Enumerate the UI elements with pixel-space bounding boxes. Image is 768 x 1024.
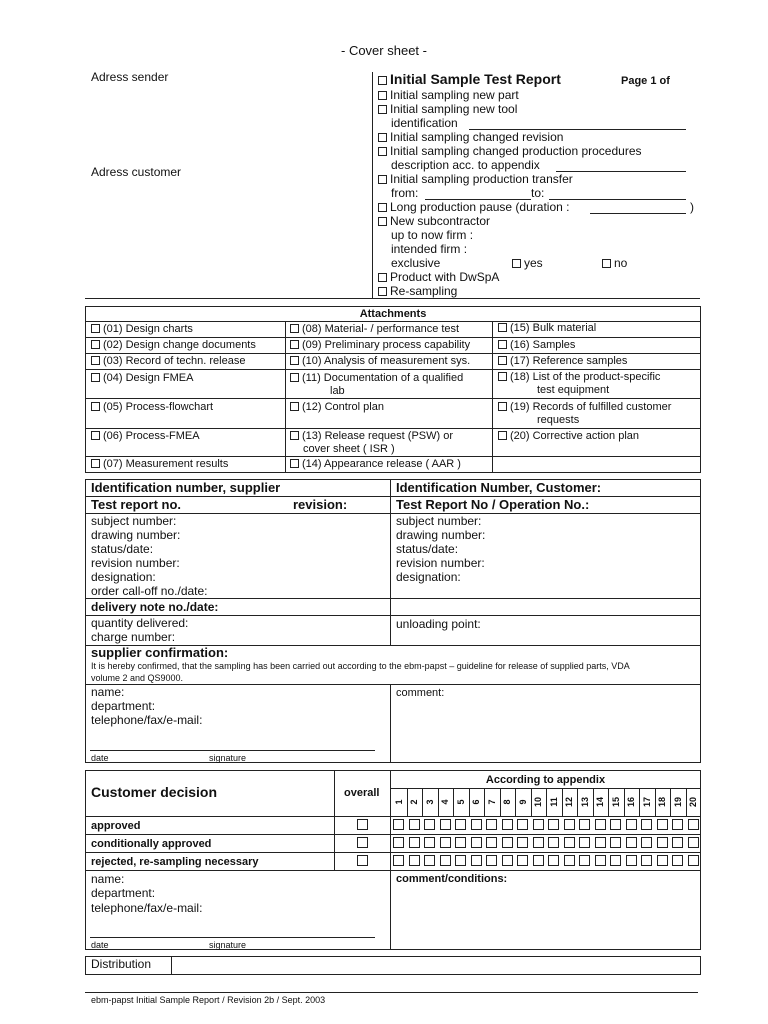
attachment-18[interactable] — [498, 370, 660, 384]
appendix-16-row-1-checkbox[interactable] — [626, 819, 637, 830]
checkbox[interactable] — [91, 324, 100, 333]
appendix-10-row-3-checkbox[interactable] — [533, 855, 544, 866]
checkbox[interactable] — [290, 324, 299, 333]
header-divider — [372, 72, 373, 298]
checkbox[interactable] — [91, 356, 100, 365]
checkbox[interactable] — [378, 175, 387, 184]
col-line — [500, 788, 501, 816]
attachment-14[interactable] — [290, 457, 461, 471]
test-report-op-label: Test Report No / Operation No.: — [396, 497, 590, 512]
description-line[interactable] — [556, 171, 686, 172]
customer-name-label[interactable]: name: — [91, 872, 125, 886]
row-line — [85, 513, 701, 514]
appendix-1-row-3-checkbox[interactable] — [393, 855, 404, 866]
appendix-18-row-2-checkbox[interactable] — [657, 837, 668, 848]
appendix-8-row-3-checkbox[interactable] — [502, 855, 513, 866]
appendix-20-row-2-checkbox[interactable] — [688, 837, 699, 848]
appendix-3-row-1-checkbox[interactable] — [424, 819, 435, 830]
appendix-4-row-1-checkbox[interactable] — [440, 819, 451, 830]
overall-label: overall — [344, 787, 380, 799]
checkbox[interactable] — [290, 356, 299, 365]
intended-label: intended firm : — [391, 242, 468, 256]
attachment-label: (04) Design FMEA — [103, 372, 194, 384]
row-line — [85, 598, 701, 599]
supplier-id-title: Identification number, supplier — [91, 480, 281, 495]
attachment-01[interactable] — [91, 322, 193, 336]
appendix-14-row-2-checkbox[interactable] — [595, 837, 606, 848]
attachment-label: (03) Record of techn. release — [103, 355, 246, 367]
appendix-13-row-1-checkbox[interactable] — [579, 819, 590, 830]
option-changed-procedures[interactable] — [378, 144, 642, 158]
row-line — [85, 834, 701, 835]
distribution-label: Distribution — [91, 957, 152, 971]
row-line — [85, 816, 701, 817]
appendix-5-row-3-checkbox[interactable] — [455, 855, 466, 866]
appendix-19-row-3-checkbox[interactable] — [672, 855, 683, 866]
customer-contact-label[interactable]: telephone/fax/e-mail: — [91, 901, 203, 915]
option-new-tool[interactable] — [378, 102, 517, 116]
report-title-text: Initial Sample Test Report — [390, 71, 561, 87]
to-line[interactable] — [549, 199, 686, 200]
col-line — [655, 788, 656, 816]
row-line — [85, 684, 701, 685]
attachment-label: (08) Material- / performance test — [302, 323, 460, 335]
option-subcontractor[interactable] — [378, 214, 490, 228]
checkbox[interactable] — [512, 259, 521, 268]
supplier-name-label[interactable]: name: — [91, 685, 125, 699]
attachment-label: (06) Process-FMEA — [103, 430, 200, 442]
col-line — [515, 788, 516, 816]
checkbox[interactable] — [91, 459, 100, 468]
appendix-6-row-3-checkbox[interactable] — [471, 855, 482, 866]
attachment-13-cont: cover sheet ( ISR ) — [303, 443, 395, 455]
to-label: to: — [531, 186, 545, 200]
col-line — [593, 788, 594, 816]
test-report-no-label: Test report no. — [91, 497, 182, 512]
option-resampling[interactable] — [378, 284, 457, 298]
attachment-label: (15) Bulk material — [510, 322, 597, 334]
customer-id-title: Identification Number, Customer: — [396, 480, 602, 495]
col-line — [390, 770, 391, 950]
exclusive-label: exclusive — [391, 256, 441, 270]
description-label: description acc. to appendix — [391, 158, 540, 172]
appendix-10-row-2-checkbox[interactable] — [533, 837, 544, 848]
attachment-15[interactable] — [498, 321, 596, 335]
checkbox[interactable] — [290, 402, 299, 411]
attachment-label: (12) Control plan — [302, 401, 384, 413]
option-label: Initial sampling production transfer — [390, 172, 573, 186]
pause-close: ) — [690, 200, 694, 214]
appendix-13-row-3-checkbox[interactable] — [579, 855, 590, 866]
checkbox[interactable] — [290, 373, 299, 382]
report-title[interactable] — [378, 72, 561, 86]
attachment-label: (05) Process-flowchart — [103, 401, 214, 413]
appendix-number-18: 18 — [657, 797, 667, 808]
appendix-number-4: 4 — [440, 799, 450, 805]
attachment-19[interactable] — [498, 400, 671, 414]
appendix-number-12: 12 — [564, 797, 574, 808]
appendix-4-row-2-checkbox[interactable] — [440, 837, 451, 848]
attachment-label: (10) Analysis of measurement sys. — [302, 355, 471, 367]
appendix-16-row-3-checkbox[interactable] — [626, 855, 637, 866]
attachment-label: (01) Design charts — [103, 323, 193, 335]
checkbox[interactable] — [378, 147, 387, 156]
appendix-6-row-1-checkbox[interactable] — [471, 819, 482, 830]
checkbox[interactable] — [378, 287, 387, 296]
attachment-label: (17) Reference samples — [510, 355, 628, 367]
attachment-13[interactable] — [290, 429, 453, 443]
appendix-8-row-1-checkbox[interactable] — [502, 819, 513, 830]
overall-approved-checkbox[interactable] — [357, 819, 368, 830]
attachment-05[interactable] — [91, 400, 213, 414]
customer-decision-title: Customer decision — [91, 784, 218, 800]
col-line — [639, 788, 640, 816]
checkbox[interactable] — [91, 373, 100, 382]
col-line — [285, 321, 286, 473]
checkbox[interactable] — [498, 431, 507, 440]
field-customer-revision-number[interactable]: revision number: — [396, 556, 485, 570]
col-line — [686, 788, 687, 816]
appendix-7-row-1-checkbox[interactable] — [486, 819, 497, 830]
appendix-9-row-2-checkbox[interactable] — [517, 837, 528, 848]
appendix-2-row-2-checkbox[interactable] — [409, 837, 420, 848]
checkbox[interactable] — [378, 273, 387, 282]
appendix-15-row-1-checkbox[interactable] — [610, 819, 621, 830]
option-label: Initial sampling new tool — [390, 102, 518, 116]
attachment-16[interactable] — [498, 338, 575, 352]
attachment-label: (16) Samples — [510, 339, 576, 351]
supplier-confirmation-title: supplier confirmation: — [91, 645, 229, 660]
appendix-18-row-3-checkbox[interactable] — [657, 855, 668, 866]
option-label: yes — [524, 256, 543, 270]
attachment-03[interactable] — [91, 354, 245, 368]
decision-conditionally-approved: conditionally approved — [91, 838, 212, 850]
option-label: Product with DwSpA — [390, 270, 500, 284]
quantity-delivered-label[interactable]: quantity delivered: — [91, 616, 189, 630]
appendix-number-7: 7 — [486, 799, 497, 805]
appendix-number-9: 9 — [517, 799, 528, 805]
option-label: Long production pause (duration : — [390, 200, 570, 214]
exclusive-yes[interactable] — [512, 256, 543, 270]
checkbox[interactable] — [378, 91, 387, 100]
col-line — [577, 788, 578, 816]
col-line — [390, 479, 391, 763]
col-line — [407, 788, 408, 816]
identification-label: identification — [391, 116, 458, 130]
appendix-18-row-1-checkbox[interactable] — [657, 819, 668, 830]
row-line — [85, 852, 701, 853]
attachment-label: (02) Design change documents — [103, 339, 256, 351]
option-label: Initial sampling new part — [390, 88, 519, 102]
option-label: Re-sampling — [390, 284, 458, 298]
attachment-07[interactable] — [91, 457, 228, 471]
appendix-number-14: 14 — [595, 797, 605, 808]
option-transfer[interactable] — [378, 172, 573, 186]
option-new-part[interactable] — [378, 88, 519, 102]
checkbox[interactable] — [91, 431, 100, 440]
appendix-19-row-1-checkbox[interactable] — [672, 819, 683, 830]
option-dwspa[interactable] — [378, 270, 499, 284]
supplier-contact-label[interactable]: telephone/fax/e-mail: — [91, 713, 203, 727]
col-line — [484, 788, 485, 816]
appendix-19-row-2-checkbox[interactable] — [672, 837, 683, 848]
field-order-call-off[interactable]: order call-off no./date: — [91, 584, 208, 598]
checkbox[interactable] — [378, 133, 387, 142]
attachment-label: (09) Preliminary process capability — [302, 339, 471, 351]
attachment-10[interactable] — [290, 354, 470, 368]
row-line — [85, 870, 701, 871]
distribution-field[interactable] — [172, 957, 700, 974]
col-line — [453, 788, 454, 816]
appendix-13-row-2-checkbox[interactable] — [579, 837, 590, 848]
checkbox[interactable] — [91, 340, 100, 349]
customer-signature-label: signature — [209, 940, 247, 950]
appendix-3-row-2-checkbox[interactable] — [424, 837, 435, 848]
option-changed-revision[interactable] — [378, 130, 563, 144]
checkbox[interactable] — [290, 431, 299, 440]
option-label: New subcontractor — [390, 214, 491, 228]
attachment-label: (11) Documentation of a qualified — [302, 372, 464, 384]
attachment-label: (19) Records of fulfilled customer — [510, 401, 672, 413]
appendix-9-row-1-checkbox[interactable] — [517, 819, 528, 830]
attachment-label: (18) List of the product-specific — [510, 371, 661, 383]
attachment-18-cont: test equipment — [537, 384, 610, 396]
attachment-label: (20) Corrective action plan — [510, 430, 640, 442]
appendix-10-row-1-checkbox[interactable] — [533, 819, 544, 830]
appendix-11-row-3-checkbox[interactable] — [548, 855, 559, 866]
col-line — [334, 770, 335, 870]
attachment-09[interactable] — [290, 338, 470, 352]
appendix-20-row-3-checkbox[interactable] — [688, 855, 699, 866]
appendix-5-row-2-checkbox[interactable] — [455, 837, 466, 848]
appendix-number-20: 20 — [688, 797, 698, 808]
row-line — [85, 398, 701, 399]
col-line — [624, 788, 625, 816]
appendix-1-row-1-checkbox[interactable] — [393, 819, 404, 830]
appendix-17-row-3-checkbox[interactable] — [641, 855, 652, 866]
unloading-point-label[interactable]: unloading point: — [396, 617, 481, 631]
appendix-20-row-1-checkbox[interactable] — [688, 819, 699, 830]
field-customer-drawing-number[interactable]: drawing number: — [396, 528, 486, 542]
checkbox[interactable] — [498, 356, 507, 365]
from-label: from: — [391, 186, 419, 200]
page-number: Page 1 of — [621, 75, 670, 87]
appendix-8-row-2-checkbox[interactable] — [502, 837, 513, 848]
checkbox[interactable] — [378, 203, 387, 212]
appendix-number-17: 17 — [641, 797, 652, 808]
field-status-date[interactable]: status/date: — [91, 542, 154, 556]
appendix-number-1: 1 — [393, 799, 404, 805]
attachment-label: (14) Appearance release ( AAR ) — [302, 458, 461, 470]
supplier-signature-label: signature — [209, 753, 247, 763]
field-customer-designation[interactable]: designation: — [396, 570, 461, 584]
appendix-15-row-3-checkbox[interactable] — [610, 855, 621, 866]
col-line — [608, 788, 609, 816]
col-line — [492, 321, 493, 473]
appendix-number-6: 6 — [471, 799, 481, 805]
delivery-note-label[interactable]: delivery note no./date: — [91, 600, 219, 614]
option-label: no — [614, 256, 628, 270]
attachment-02[interactable] — [91, 338, 256, 352]
col-line — [469, 788, 470, 816]
attachment-label: (13) Release request (PSW) or — [302, 430, 453, 442]
attachment-19-cont: requests — [537, 414, 580, 426]
revision-label: revision: — [293, 497, 348, 512]
overall-rejected-checkbox[interactable] — [357, 855, 368, 866]
appendix-15-row-2-checkbox[interactable] — [610, 837, 621, 848]
appendix-number-2: 2 — [409, 799, 419, 805]
field-subject-number[interactable]: subject number: — [91, 514, 177, 528]
field-revision-number[interactable]: revision number: — [91, 556, 180, 570]
col-line — [438, 788, 439, 816]
appendix-14-row-3-checkbox[interactable] — [595, 855, 606, 866]
appendix-number-11: 11 — [548, 797, 559, 807]
supplier-date-label: date — [91, 753, 109, 763]
appendix-5-row-1-checkbox[interactable] — [455, 819, 466, 830]
supplier-department-label[interactable]: department: — [91, 699, 156, 713]
attachment-11-cont: lab — [330, 385, 345, 397]
address-sender-label: Adress sender — [91, 70, 169, 84]
customer-date-label: date — [91, 940, 109, 950]
supplier-confirmation-text-2: volume 2 and QS9000. — [91, 673, 184, 683]
appendix-number-5: 5 — [455, 799, 466, 805]
appendix-7-row-2-checkbox[interactable] — [486, 837, 497, 848]
according-appendix-label: According to appendix — [485, 774, 606, 786]
attachment-04[interactable] — [91, 371, 193, 385]
checkbox[interactable] — [498, 323, 507, 332]
field-customer-status-date[interactable]: status/date: — [396, 542, 459, 556]
attachments-title: Attachments — [359, 308, 427, 320]
overall-conditional-checkbox[interactable] — [357, 837, 368, 848]
decision-approved: approved — [91, 820, 141, 832]
supplier-comment-label[interactable]: comment: — [396, 687, 445, 699]
checkbox[interactable] — [91, 402, 100, 411]
attachment-12[interactable] — [290, 400, 384, 414]
checkbox[interactable] — [498, 340, 507, 349]
checkbox[interactable] — [290, 459, 299, 468]
checkbox[interactable] — [498, 372, 507, 381]
appendix-4-row-3-checkbox[interactable] — [440, 855, 451, 866]
attachment-17[interactable] — [498, 354, 627, 368]
appendix-9-row-3-checkbox[interactable] — [517, 855, 528, 866]
option-label: Initial sampling changed production procedures — [390, 144, 642, 158]
appendix-2-row-3-checkbox[interactable] — [409, 855, 420, 866]
appendix-number-19: 19 — [672, 797, 683, 808]
appendix-11-row-2-checkbox[interactable] — [548, 837, 559, 848]
appendix-12-row-1-checkbox[interactable] — [564, 819, 575, 830]
appendix-17-row-1-checkbox[interactable] — [641, 819, 652, 830]
separator — [85, 298, 700, 299]
customer-department-label[interactable]: department: — [91, 886, 156, 900]
col-line — [531, 788, 532, 816]
checkbox[interactable] — [378, 105, 387, 114]
field-drawing-number[interactable]: drawing number: — [91, 528, 181, 542]
attachment-label: (07) Measurement results — [103, 458, 229, 470]
col-line — [562, 788, 563, 816]
appendix-7-row-3-checkbox[interactable] — [486, 855, 497, 866]
pause-line[interactable] — [590, 213, 686, 214]
option-label: Initial sampling changed revision — [390, 130, 564, 144]
appendix-number-8: 8 — [502, 799, 512, 805]
appendix-12-row-2-checkbox[interactable] — [564, 837, 575, 848]
checkbox[interactable] — [378, 217, 387, 226]
appendix-number-16: 16 — [626, 797, 636, 808]
footer-text: ebm-papst Initial Sample Report / Revision 2b / Sept. 2003 — [91, 995, 326, 1005]
appendix-1-row-2-checkbox[interactable] — [393, 837, 404, 848]
checkbox[interactable] — [498, 402, 507, 411]
appendix-11-row-1-checkbox[interactable] — [548, 819, 559, 830]
appendix-number-3: 3 — [424, 799, 435, 805]
attachment-11[interactable] — [290, 371, 463, 385]
attachment-08[interactable] — [290, 322, 459, 336]
field-designation[interactable]: designation: — [91, 570, 156, 584]
attachment-06[interactable] — [91, 429, 200, 443]
decision-rejected: rejected, re-sampling necessary — [91, 856, 259, 868]
option-pause[interactable] — [378, 200, 569, 214]
page-title: - Cover sheet - — [341, 43, 427, 58]
charge-number-label[interactable]: charge number: — [91, 630, 176, 644]
checkbox[interactable] — [602, 259, 611, 268]
checkbox[interactable] — [290, 340, 299, 349]
address-customer-label: Adress customer — [91, 165, 182, 179]
attachment-20[interactable] — [498, 429, 639, 443]
appendix-number-10: 10 — [533, 797, 543, 808]
col-line — [546, 788, 547, 816]
appendix-14-row-1-checkbox[interactable] — [595, 819, 606, 830]
appendix-6-row-2-checkbox[interactable] — [471, 837, 482, 848]
field-customer-subject-number[interactable]: subject number: — [396, 514, 482, 528]
appendix-16-row-2-checkbox[interactable] — [626, 837, 637, 848]
up-to-now-label: up to now firm : — [391, 228, 474, 242]
col-line — [422, 788, 423, 816]
appendix-12-row-3-checkbox[interactable] — [564, 855, 575, 866]
comment-conditions-label[interactable]: comment/conditions: — [396, 873, 508, 885]
appendix-2-row-1-checkbox[interactable] — [409, 819, 420, 830]
appendix-17-row-2-checkbox[interactable] — [641, 837, 652, 848]
report-title-checkbox[interactable] — [378, 76, 387, 85]
col-line — [670, 788, 671, 816]
appendix-number-15: 15 — [610, 797, 621, 808]
exclusive-no[interactable] — [602, 256, 627, 270]
appendix-3-row-3-checkbox[interactable] — [424, 855, 435, 866]
supplier-confirmation-text: It is hereby confirmed, that the sampling has been carried out according to the ebm-papst – guideline for release of supplied parts, VDA — [91, 661, 630, 671]
appendix-number-13: 13 — [579, 797, 590, 808]
